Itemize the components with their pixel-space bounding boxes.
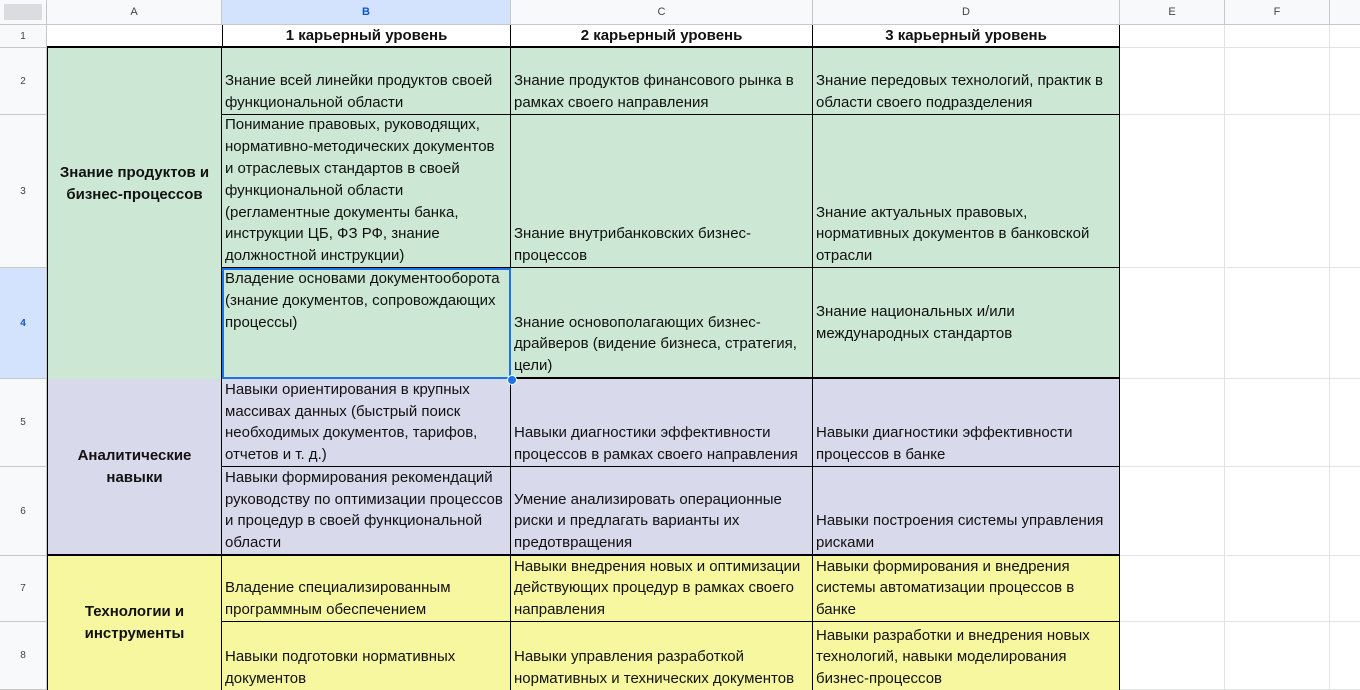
category-label: Аналитические навыки [77,446,192,486]
cell-b7[interactable]: Владение специализированным программным обеспечением [222,556,511,622]
cell-d7[interactable]: Навыки формирования и внедрения системы автоматизации процессов в банке [813,556,1120,622]
row-header-1[interactable]: 1 [0,25,47,48]
cell-d6[interactable]: Навыки построения системы управления рисками [813,467,1120,556]
gridline [1224,25,1225,690]
column-header-c[interactable]: C [511,0,813,25]
cell-b1-level1-header[interactable]: 1 карьерный уровень [222,25,511,48]
cell-b5[interactable]: Навыки ориентирования в крупных массивах данных (быстрый поиск необходимых документов, тарифов, отчетов и т. д.) [222,379,511,467]
cell-d5[interactable]: Навыки диагностики эффективности процессов в банке [813,379,1120,467]
cell-a1[interactable] [47,25,222,48]
row-header-6[interactable]: 6 [0,467,47,556]
cell-b4-selected[interactable]: Владение основами документооборота (знание документов, сопровождающих процессы) [222,268,511,379]
category-label: Технологии и инструменты [84,603,185,642]
column-header-f[interactable]: F [1225,0,1330,25]
category-analytics[interactable] [47,379,222,556]
cell-d8[interactable]: Навыки разработки и внедрения новых технологий, навыки моделирования бизнес-процессов [813,622,1120,690]
row-header-3[interactable]: 3 [0,115,47,268]
column-header-e[interactable]: E [1120,0,1225,25]
cell-c2[interactable]: Знание продуктов финансового рынка в рамках своего направления [511,48,813,115]
cell-b8[interactable]: Навыки подготовки нормативных документов [222,622,511,690]
cell-c3[interactable]: Знание внутрибанковских бизнес-процессов [511,115,813,268]
cell-d4[interactable]: Знание национальных и/или международных стандартов [813,268,1120,379]
select-all-corner[interactable] [0,0,47,25]
cell-d3[interactable]: Знание актуальных правовых, нормативных документов в банковской отрасли [813,115,1120,268]
gridline [1329,25,1330,690]
cell-d1-level3-header[interactable]: 3 карьерный уровень [813,25,1120,48]
cell-c6[interactable]: Умение анализировать операционные риски и предлагать варианты их предотвращения [511,467,813,556]
cell-b6[interactable]: Навыки формирования рекомендаций руководству по оптимизации процессов и процедур в своей функциональной области [222,467,511,556]
category-tech-tools[interactable] [47,556,222,690]
cell-b3[interactable]: Понимание правовых, руководящих, нормативно-методических документов и отраслевых стандартов в своей функциональной области (регламентные документы банка, инструкции ЦБ, ФЗ РФ, знание должностной инструкции) [222,115,511,268]
cell-b2[interactable]: Знание всей линейки продуктов своей функциональной области [222,48,511,115]
row-header-7[interactable]: 7 [0,556,47,622]
row-header-5[interactable]: 5 [0,379,47,467]
cell-c8[interactable]: Навыки управления разработкой нормативных и технических документов [511,622,813,690]
cell-c5[interactable]: Навыки диагностики эффективности процессов в рамках своего направления [511,379,813,467]
column-header-overflow[interactable] [1330,0,1360,25]
column-header-b[interactable]: B [222,0,511,25]
row-header-2[interactable]: 2 [0,48,47,115]
category-label: Знание продуктов и бизнес-процессов [59,163,210,203]
column-header-d[interactable]: D [813,0,1120,25]
row-header-4[interactable]: 4 [0,268,47,379]
fill-handle[interactable] [507,375,517,385]
cell-c4[interactable]: Знание основополагающих бизнес-драйверов (видение бизнеса, стратегия, цели) [511,268,813,379]
row-header-8[interactable]: 8 [0,622,47,690]
cell-d2[interactable]: Знание передовых технологий, практик в области своего подразделения [813,48,1120,115]
cell-c7[interactable]: Навыки внедрения новых и оптимизации действующих процедур в рамках своего направления [511,556,813,622]
cell-c1-level2-header[interactable]: 2 карьерный уровень [511,25,813,48]
column-header-a[interactable]: A [47,0,222,25]
category-products-processes[interactable] [47,48,222,379]
